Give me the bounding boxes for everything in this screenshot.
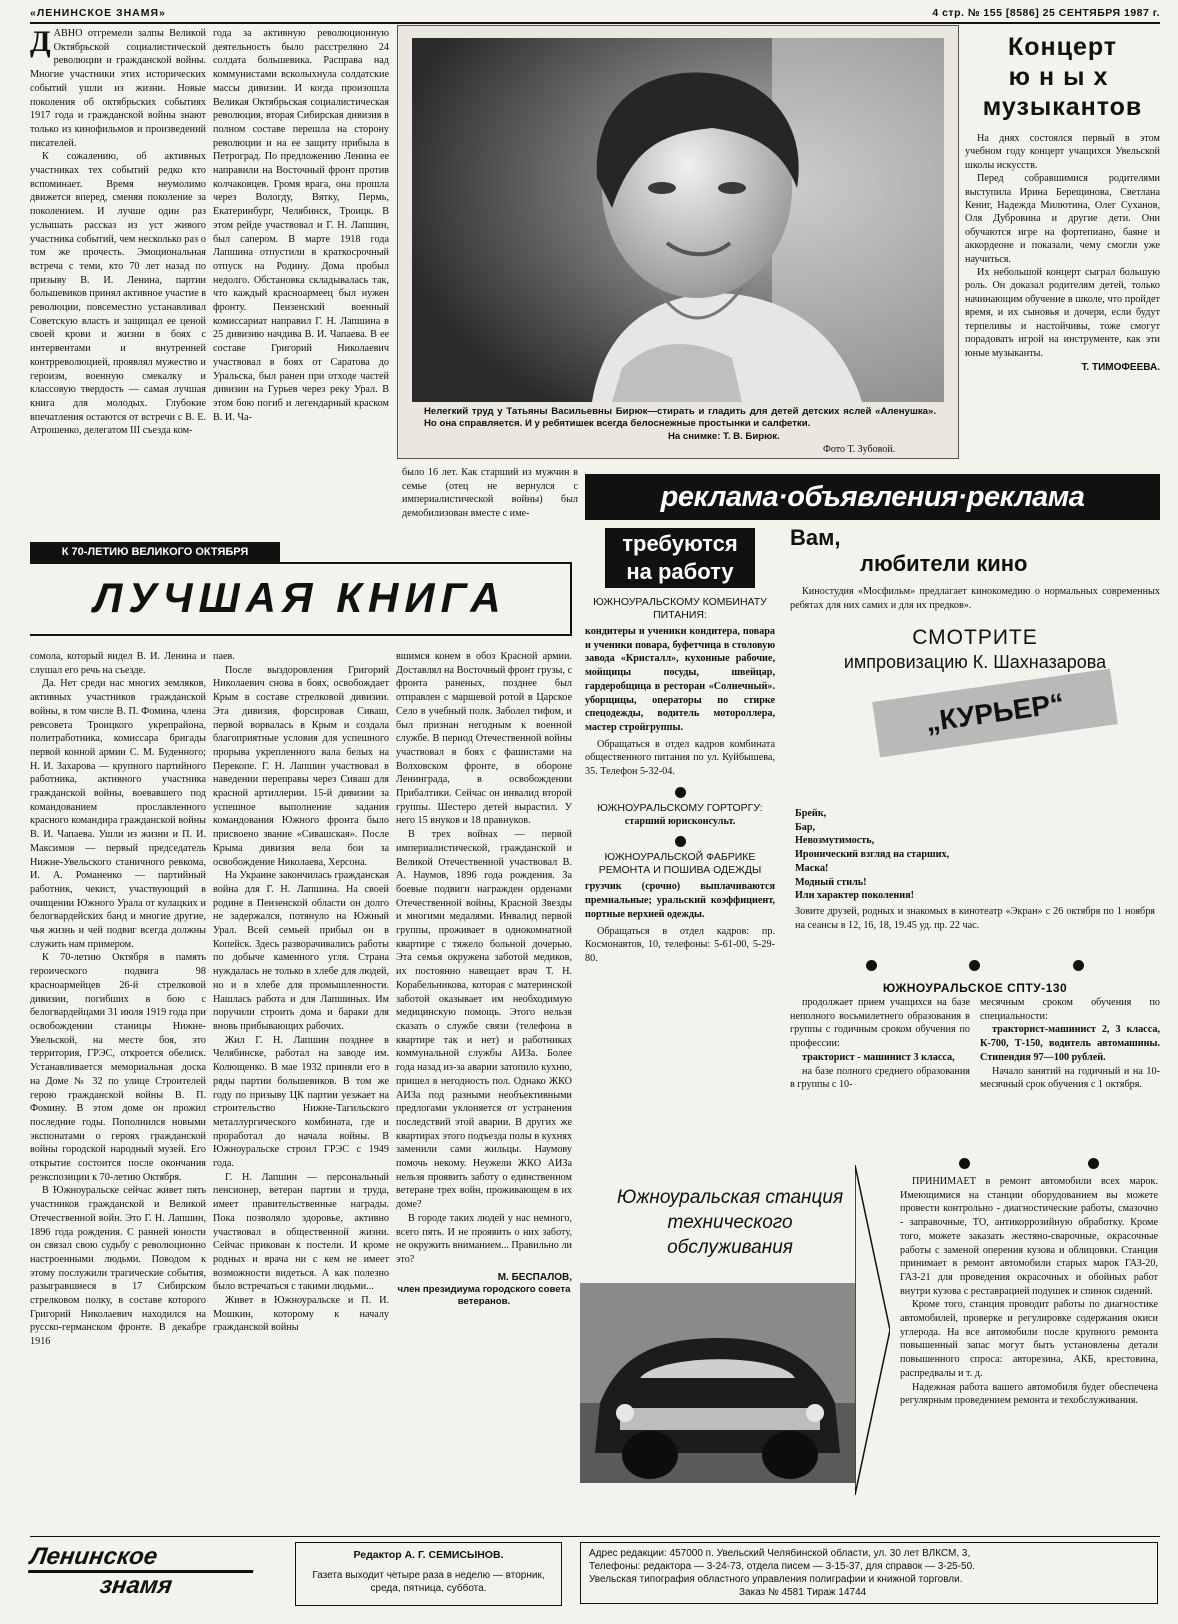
kombinat-contact: Обращаться в отдел кадров комбината общественного питания по ул. Куйбышева, 35. Телефон 5-32-04. bbox=[585, 738, 775, 778]
film-slogans: Брейк, Бар, Невозмутимость, Иронический взгляд на старших, Маска! Модный стиль! Или характер поколения! bbox=[795, 808, 950, 902]
film-title-badge: „КУРЬЕР“ bbox=[872, 669, 1117, 758]
issue-info: 4 стр. № 155 [8586] 25 СЕНТЯБРЯ 1987 г. bbox=[932, 7, 1160, 19]
concert-text: На днях состоялся первый в этом учебном году концерт учащихся Увельской школы искусств. Перед собравшимися родителями выступила Ирина Берещинова, Светлана Кениг, Надежда Милютина, Олег Суханов, Оля Дубровина и другие дети. Они обучаются игре на фортепиано, баяне и аккордеоне и показали, чему смогли уже научиться. Их небольшой концерт сыграл большую роль. Он доказал родителям детей, только начинающим обучение в школе, что пройдет время, и их сыновья и дочери, если будут терпеливы и настойчивы, тоже смогут порадовать игрой на инструменте, как эти юные музыканты. bbox=[965, 133, 1160, 359]
car-photo bbox=[580, 1283, 855, 1483]
headline-box bbox=[30, 562, 572, 636]
movie-ad-text: Киностудия «Мосфильм» предлагает кинокомедию о нормальных современных ребятах для них самих и для их предков». bbox=[790, 586, 1160, 611]
article-author: М. БЕСПАЛОВ, bbox=[497, 1271, 572, 1283]
movie-ad-title: Вам, любители кино bbox=[790, 525, 1028, 576]
concert-author: Т. ТИМОФЕЕВА. bbox=[1081, 361, 1160, 373]
fabrika-vacancies: грузчик (срочно) выплачиваются премиальные; уральский коэффициент, портные верхней одежды. bbox=[585, 881, 775, 920]
jobs-title: требуются на работу bbox=[605, 528, 755, 588]
movie-ad bbox=[790, 525, 1160, 945]
page-header bbox=[30, 6, 1160, 24]
jobs-ad bbox=[585, 528, 775, 966]
sptu-ad bbox=[790, 960, 1160, 1150]
headline: ЛУЧШАЯ КНИГА bbox=[93, 574, 507, 621]
editorial-address: Адрес редакции: 457000 п. Увельский Челябинской области, ул. 30 лет ВЛКСМ, 3, bbox=[589, 1548, 971, 1559]
separator-dot bbox=[1088, 1158, 1099, 1169]
photo-credit: Фото Т. Зубовой. bbox=[823, 444, 896, 455]
torg-heading: ЮЖНОУРАЛЬСКОМУ ГОРТОРГУ: bbox=[597, 801, 763, 814]
editor-name: Редактор А. Г. СЕМИСЫНОВ. bbox=[353, 1549, 504, 1561]
sptu-left: продолжает прием учащихся на базе неполного восьмилетнего образования в группы с годичным сроком обучения по профессии: тракторист - машинист 3 класса, на базе полного среднего образования в группы с 10- bbox=[790, 997, 970, 1091]
sto-text bbox=[900, 1158, 1158, 1408]
fabrika-contact: Обращаться в отдел кадров: пр. Космонавтов, 10, телефоны: 5-61-00, 5-29-80. bbox=[585, 925, 775, 964]
article-column-1-top bbox=[30, 27, 206, 530]
photo-block bbox=[397, 25, 959, 459]
ads-banner: реклама·объявления·реклама bbox=[585, 474, 1160, 520]
article-text: АВНО отгремели залпы Великой Октябрьской социалистической революции и гражданской войны. Многие участники этих исторических событий ушли из жизни. Новые поколения об октябрьских событиях 1917 года и гражданской войны знают только из кинофильмов и произведений писателей. bbox=[30, 28, 206, 149]
separator-dot bbox=[969, 960, 980, 971]
editorial-phones: Телефоны: редактора — 3-24-73, отдела писем — 3-15-37, для справок — 3-25-50. bbox=[589, 1561, 975, 1572]
article-text: года за активную революционную деятельность было расстреляно 24 солдата большевика. Расправа над коммунистами всколыхнула солдатские массы дивизии. И когда произошла Великая Октябрьская социалистическая революция, вторая Сибирская дивизия в полном составе перешла на сторону революции и на ее защиту прибыла в Петроград. По предложению Ленина ее направили на Восточный фронт против колчаковцев. Громя врага, она прошла через Вологду, Вятку, Пермь, Екатеринбург, Челябинск, Троицк. В этом рейде участвовал и Г. Н. Лапшин, был сапером. В марте 1918 года Лапшина отпустили в краткосрочный отпуск на Родину. Дома пробыл недолго. Обстановка складывалась так, что каждый красноармеец был нужен фронту. Пензенский военный комиссариат направил Г. Н. Лапшина в 25 дивизию начдива В. И. Чапаева. В ее составе Григорий Николаевич участвовал в боях от Саратова до Уральска, был ранен при отходе частей дивизии на Гурьев через реку Урал. В этом бою погиб и легендарный краском В. И. Ча- bbox=[213, 28, 389, 423]
photo bbox=[412, 38, 944, 402]
article-text: К сожалению, об активных участниках тех событий редко кто вспоминает. Время неумолимо движется вперед, сменяя поколение за поколением. И лучше один раз услышать рассказ из уст живого участника событий, чем несколько раз о том же прочесть. Эмоциональная встреча с теми, кто 70 лет назад по призыву В. И. Ленина, партии большевиков принял активное участие в революции, повсеместно устанавливал Советскую власть и защищал ее ценой своей крови и жизни в боях с интервентами и внутренней контрреволюцией, проявлял мужество и героизм, военную смекалку и классовую твердость — самая лучшая книга для молодых. Глубокие впечатления остаются от встречи с В. Е. Атрошенко, делегатом III съезда ком- bbox=[30, 151, 206, 437]
footer-logo: Ленинское знамя bbox=[30, 1544, 255, 1602]
article-column-1-bottom: сомола, который видел В. И. Ленина и слушал его речь на съезде. Да. Нет среди нас многих земляков, активных участников гражданской войны, в том числе В. П. Фомина, члена ревсовета Троицкого укрепрайона, политработника, комиссара бригады первой конной армии С. М. Буденного; Н. И. Захарова — крупного партийного работника, активного участника гражданской войны, воевавшего под командованием прославленного красного командира гражданской войны В. И. Чапаева. Ушли из жизни и П. И. Максимов — первый председатель Нижне-Увельского станичного ревкома, И. А. Романенко — партийный работник, чекист, участвующий в очищении Южного Урала от кулацких и белогвардейских банд и многие другие, чья жизнь и чей подвиг всегда должны служить нам примером. К 70-летию Октября в память героического подвига 98 красноармейцев 26-й стрелковой дивизии, погибших в бою с белогвардейцами 31 июля 1919 года при освобождении станицы Нижне-Увельской, на месте боя, это территория, ГРЭС, откроется обелиск. Устанавливается мемориальная доска на Доме № 32 по улице Строителей герою гражданской войны В. П. Фомину. В этом доме он прожил последние годы. Пополнился новыми экспонатами о героях гражданской войны городской народный музей. Его открытие состоится после окончания реэкспозиции к 70-летию Октября. В Южноуральске сейчас живет пять участников гражданской и Великой Отечественной войн. Это Г. Н. Лапшин, 1896 года рождения. С ранней юности он связал свою судьбу с революционно настроенными людьми. Поводом к этому послужили трагические события, разыгравшиеся в 17 Сибирском стрелковом полку, в составе которого Григорий Николаевич находился на русско-германском фронте. В декабре 1916 bbox=[30, 651, 206, 1348]
car-photo-image bbox=[580, 1283, 855, 1483]
torg-vacancies: старший юрисконсульт. bbox=[624, 815, 736, 827]
footer-rule bbox=[30, 1536, 1160, 1537]
footer-editor-box bbox=[295, 1542, 562, 1606]
sto-title: Южноуральская станция технического обслуживания bbox=[616, 1187, 844, 1258]
separator-dot bbox=[675, 836, 686, 847]
film-invite: Зовите друзей, родных и знакомых в кинотеатр «Экран» с 26 октября по 1 ноября на сеансы в 12, 16, 18, 19.45 уд. пр. 22 час. bbox=[795, 906, 1155, 931]
drop-cap: Д bbox=[30, 27, 51, 58]
sto-title-block bbox=[585, 1185, 875, 1260]
photo-caption: Нелегкий труд у Татьяны Васильевны Бирюк—стирать и гладить для детей детских яслей «Аленушка». Но она справляется. И у ребятишек всегда белоснежные простынки и салфетки. bbox=[424, 406, 936, 429]
photo-caption-subject: На снимке: Т. В. Бирюк. bbox=[668, 431, 780, 442]
separator-dot bbox=[959, 1158, 970, 1169]
woman-portrait-photo bbox=[412, 38, 944, 402]
sto-paragraphs: ПРИНИМАЕТ в ремонт автомобили всех марок. Имеющимися на станции оборудованием вы можете провести контрольно - диагностические работы, смазочно - заправочные, ТО, антикоррозийную обработку. Кроме того, можете заказать жестяно-сварочные, окрасочные работы с заменой оперения кузова и облицовки. Станция принимает в ремонт автомобили старых марок ГАЗ-20, ГАЗ-21 для проведения окрасочных и обойных работ внутри кузова с реставрацией подушек и спинок сидений. Кроме того, станция проводит работы по диагностике автомобилей, проверке и регулировке содержания окиси углерода. На все автомобили после крупного ремонта повышенный запас могут быть установлены детали повышенного спроса: авторезина, АКБ, крестовина, распредвалы и т. д. Надежная работа вашего автомобиля будет обеспечена регулярным проведением ремонта и техобслуживания. bbox=[900, 1176, 1158, 1407]
article-column-3-top: было 16 лет. Как старший из мужчин в семье (отец не вернулся с империалистической войны) был демобилизован вместе с име- bbox=[402, 467, 578, 520]
separator-dot bbox=[1073, 960, 1084, 971]
concert-article bbox=[965, 32, 1160, 373]
sptu-columns bbox=[790, 996, 1160, 1092]
separator-dot bbox=[866, 960, 877, 971]
article-column-2-top bbox=[213, 27, 389, 530]
smotrite-label: СМОТРИТЕ bbox=[912, 626, 1038, 650]
improvisation-label: импровизацию К. Шахназарова bbox=[843, 652, 1107, 673]
rubric-label: К 70-ЛЕТИЮ ВЕЛИКОГО ОКТЯБРЯ bbox=[30, 542, 280, 562]
footer-address-box bbox=[580, 1542, 1158, 1604]
fabrika-heading: ЮЖНОУРАЛЬСКОЙ ФАБРИКЕ РЕМОНТА И ПОШИВА ОДЕЖДЫ bbox=[598, 851, 762, 877]
concert-title: Концерт юных музыкантов bbox=[982, 33, 1143, 121]
printer-info: Увельская типография областного управления полиграфии и книжной торговли. bbox=[589, 1574, 963, 1585]
kombinat-vacancies: кондитеры и ученики кондитера, повара и ученики повара, буфетчица в столовую завода «Кристалл», кухонные рабочие, мойщицы посуды, швейцар, гардеробщица в ресторан «Солнечный». уборщицы, операторы по стирке спецодежды, водитель мотороллера, мастер стройгруппы. bbox=[585, 626, 775, 733]
sptu-right: месячным сроком обучения по специальности: тракторист-машинист 2, 3 класса, К-700, Т-150, водитель автомашины. Стипендия 97—100 рублей. Начало занятий на годичный и на 10-месячный срок обучения с 1 октября. bbox=[980, 997, 1160, 1091]
newspaper-name: «ЛЕНИНСКОЕ ЗНАМЯ» bbox=[30, 7, 166, 19]
arrow-shape bbox=[855, 1165, 890, 1495]
publication-schedule: Газета выходит четыре раза в неделю — вторник, среда, пятница, суббота. bbox=[312, 1570, 545, 1594]
sptu-title: ЮЖНОУРАЛЬСКОЕ СПТУ-130 bbox=[882, 981, 1068, 995]
article-column-3-bottom: вшимся конем в обоз Красной армии. Доставлял на Восточный фронт грузы, с фронта раненых, позднее был отправлен с маршевой ротой в Царское Село в учебный полк. Заболел тифом, и был признан негодным к военной службе. В период Отечественной войны участвовал в боях с фашистами на Волховском фронте, в обороне Ленинграда, в освобождении Прибалтики. Сейчас он инвалид второй группы. Шестеро детей вырастил. У него 15 внуков и 18 правнуков. В трех войнах — первой империалистической, гражданской и Великой Отечественной участвовал В. А. Наумов, 1896 года рождения. За боевые подвиги награжден орденами Отечественной войны, Красной Звезды и многими медалями. Инвалид первой группы, проживает в однокомнатной квартире с тяжело больной дочерью. Эта семья окружена заботой медиков, их постоянно навещает врач Т. Н. Корабельникова, которая с материнской заботой оказывает им необходимую медицинскую помощь. Этого нельзя сказать о службе связи (телефона в квартире так и нет) и работниках коммунальной службы АИЗа. Более года назад из-за аварии затопило кухню, пришел в негодность пол. Однако ЖКО АИЗа под разными необъективными предлогами уклоняется от устранения последствий этой аварии. В других же квартирах этого подъезда полы в кухнях заменили сами жильцы. Наумову помочь некому. Неужели ЖКО АИЗа нельзя проявить заботу о единственном ветеране трех войн, проживающем в их доме? В городе таких людей у нас немного, всего пять. И не проявить о них заботу, не окружить вниманием... Правильно ли это? М. БЕСПАЛОВ, член президиума городского совета ветеранов. bbox=[396, 651, 572, 1308]
order-info: Заказ № 4581 Тираж 14744 bbox=[739, 1587, 867, 1598]
kombinat-heading: ЮЖНОУРАЛЬСКОМУ КОМБИНАТУ ПИТАНИЯ: bbox=[593, 596, 767, 621]
article-author-title: член президиума городского совета ветеранов. bbox=[397, 1284, 571, 1308]
article-column-2-bottom: паев. После выздоровления Григорий Николаевич снова в боях, освобождает Крым в составе стрелковой дивизии. Эта дивизия, форсировав Сиваш, первой ворвалась в Крым и создала благоприятные условия для успешного прорыва укрепленного вала белых на Перекопе. Г. Н. Лапшин участвовал в наведении переправы через Сиваш для красной артиллерии. 15-й дивизии за успешное выполнение задания командования Южного фронта было присвоено звание «Сивашская». После Крыма дивизия вела бои за освобождение Николаева, Херсона. На Украине закончилась гражданская война для Г. Н. Лапшина. На своей родине в Пензенской области он долго не задержался, потянуло на Южный Урал. Всей семьей прибыл он в Копейск. Здесь разворачивались работы по добыче каменного угля. Страна нуждалась не только в хлебе для людей, но и в хлебе для промышленности. Нашлась работа и для Лапшиных. Им поручили строить дома и бараки для вновь прибывающих рабочих. Жил Г. Н. Лапшин позднее в Челябинске, работал на заводе им. Колющенко. В мае 1932 приняли его в ряды партии большевиков. В том же году по призыву ЦК партии уезжает на строительство Нижне-Тагильского металлургического комбината, где и проработал до начала войны. В Южноуральске строил ГРЭС с 1949 года. Г. Н. Лапшин — персональный пенсионер, ветеран партии и труда, имеет правительственные награды. Пока позволяло здоровье, активно участвовал в общественной жизни. Сейчас прикован к постели. И кроме родных и врача ни с кем не имеет возможности видеться. А как полезно было встречаться с такими людьми... Живет в Южноуральске и П. И. Мошкин, которому к началу гражданской войны bbox=[213, 651, 389, 1334]
separator-dot bbox=[675, 787, 686, 798]
